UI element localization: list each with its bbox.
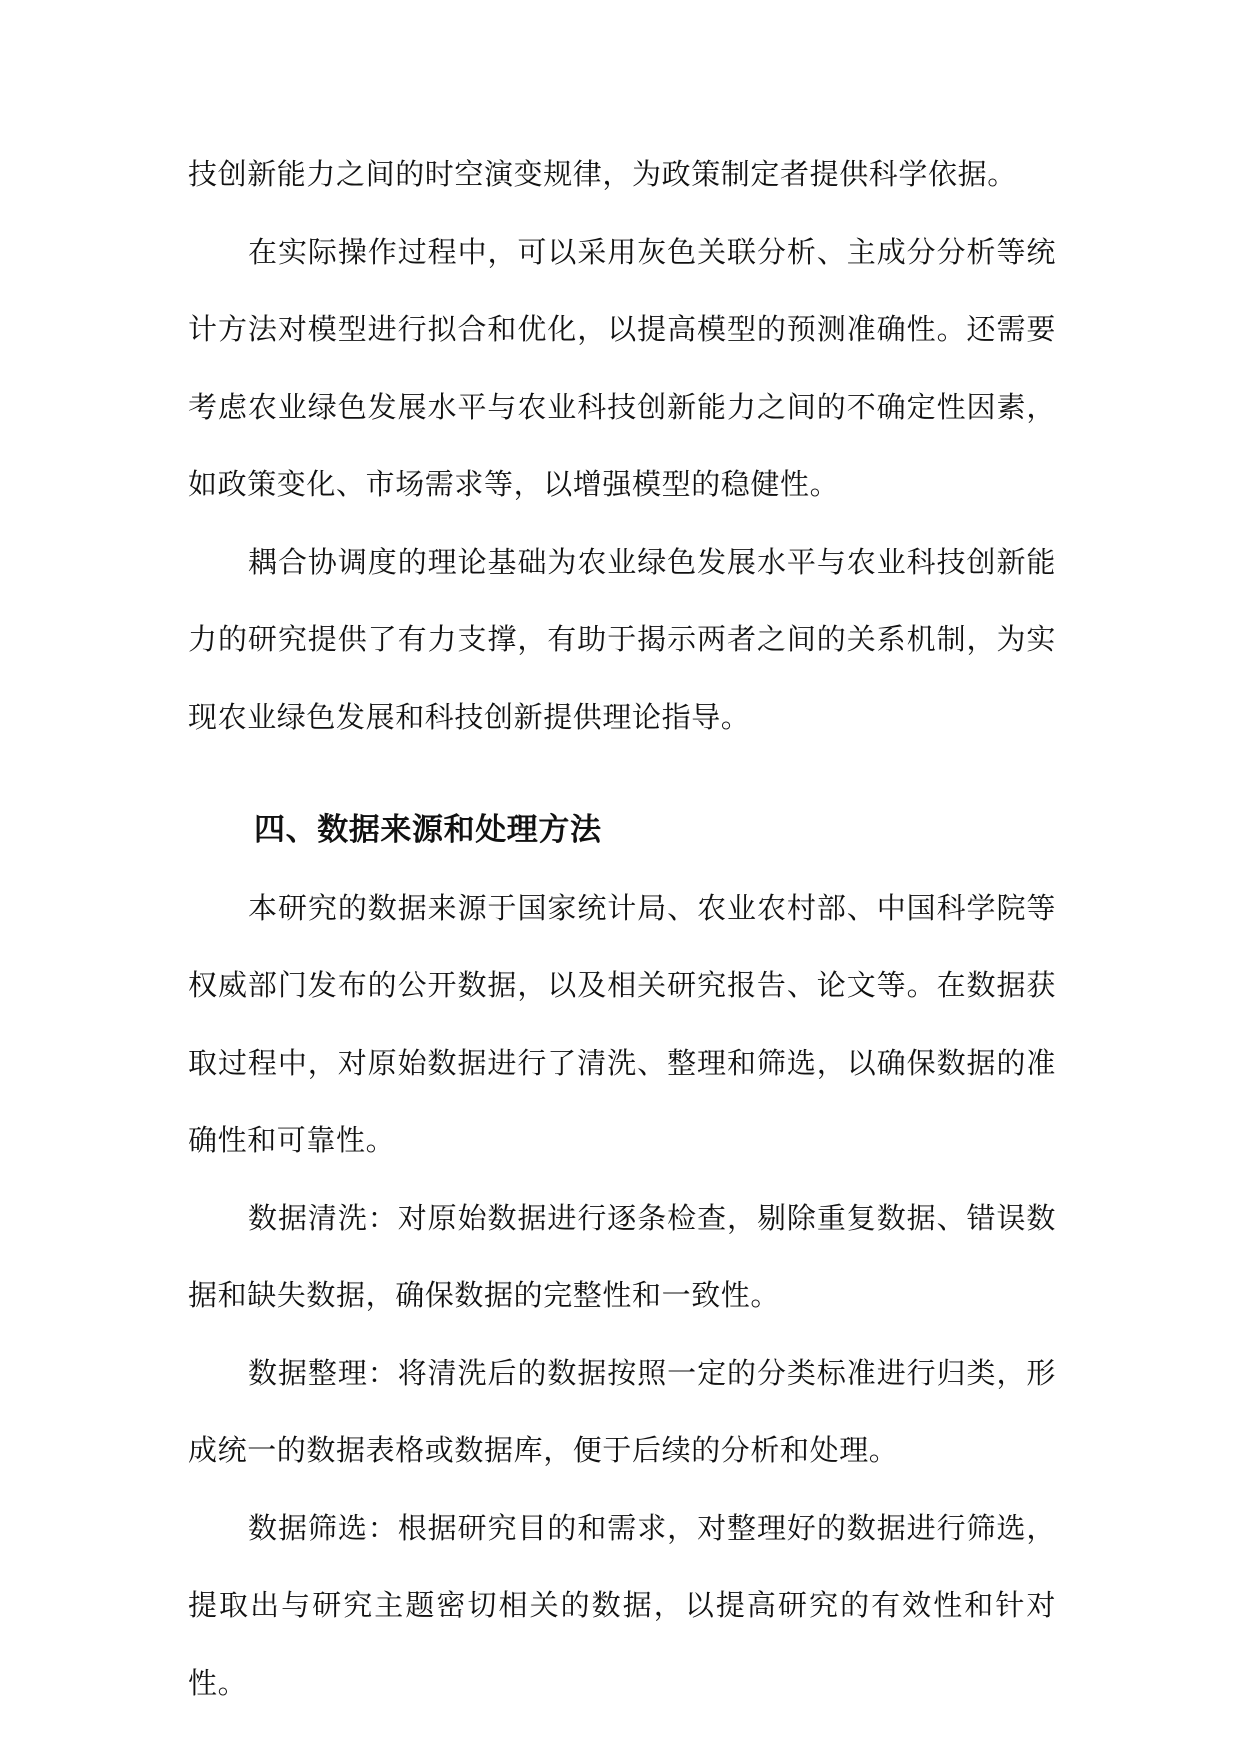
paragraph-data-organization: 数据整理：将清洗后的数据按照一定的分类标准进行归类，形成统一的数据表格或数据库，便于后续的分析和处理。 [188, 1355, 1056, 1467]
section-spacer [188, 756, 1056, 792]
paragraph-data-filtering: 数据筛选：根据研究目的和需求，对整理好的数据进行筛选，提取出与研究主题密切相关的数据，以提高研究的有效性和针对性。 [188, 1510, 1056, 1700]
paragraph-model-optimization: 在实际操作过程中，可以采用灰色关联分析、主成分分析等统计方法对模型进行拟合和优化，以提高模型的预测准确性。还需要考虑农业绿色发展水平与农业科技创新能力之间的不确定性因素，如政策变化、市场需求等，以增强模型的稳健性。 [188, 234, 1056, 501]
paragraph-theoretical-basis: 耦合协调度的理论基础为农业绿色发展水平与农业科技创新能力的研究提供了有力支撑，有助于揭示两者之间的关系机制，为实现农业绿色发展和科技创新提供理论指导。 [188, 544, 1056, 734]
paragraph-data-sources: 本研究的数据来源于国家统计局、农业农村部、中国科学院等权威部门发布的公开数据，以及相关研究报告、论文等。在数据获取过程中，对原始数据进行了清洗、整理和筛选，以确保数据的准确性和可靠性。 [188, 890, 1056, 1157]
paragraph-continuation: 技创新能力之间的时空演变规律，为政策制定者提供科学依据。 [188, 157, 1017, 191]
paragraph-data-cleaning: 数据清洗：对原始数据进行逐条检查，剔除重复数据、错误数据和缺失数据，确保数据的完整性和一致性。 [188, 1200, 1056, 1312]
section-heading: 四、数据来源和处理方法 [254, 812, 602, 848]
document-body [188, 136, 1056, 1722]
